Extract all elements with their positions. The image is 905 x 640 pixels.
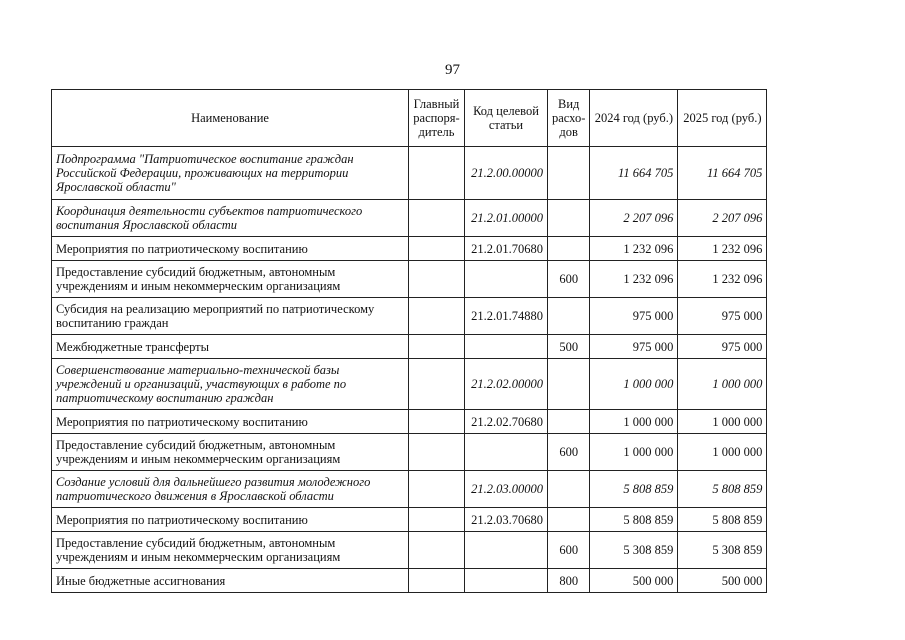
cell-target-code: 21.2.03.70680: [465, 508, 548, 532]
cell-target-code: [465, 335, 548, 359]
cell-amount-2024: 5 308 859: [590, 532, 678, 569]
cell-expense-type: 600: [548, 532, 590, 569]
cell-main-manager: [409, 200, 465, 237]
cell-name: Предоставление субсидий бюджетным, автономным учреждениям и иным некоммерческим организациям: [52, 532, 409, 569]
cell-amount-2024: 1 000 000: [590, 410, 678, 434]
cell-amount-2025: 11 664 705: [678, 147, 767, 200]
cell-amount-2024: 11 664 705: [590, 147, 678, 200]
cell-target-code: 21.2.00.00000: [465, 147, 548, 200]
table-row: [52, 508, 767, 532]
cell-target-code: 21.2.02.70680: [465, 410, 548, 434]
cell-target-code: 21.2.03.00000: [465, 471, 548, 508]
header-year-2025: 2025 год (руб.): [678, 90, 767, 147]
cell-main-manager: [409, 237, 465, 261]
cell-amount-2024: 1 232 096: [590, 237, 678, 261]
table-row: [52, 335, 767, 359]
cell-name: Межбюджетные трансферты: [52, 335, 409, 359]
cell-amount-2024: 2 207 096: [590, 200, 678, 237]
header-target-code: Код целевой статьи: [465, 90, 548, 147]
budget-table: [51, 89, 767, 593]
table-row: [52, 200, 767, 237]
cell-main-manager: [409, 508, 465, 532]
cell-expense-type: 800: [548, 569, 590, 593]
cell-main-manager: [409, 569, 465, 593]
cell-target-code: 21.2.02.00000: [465, 359, 548, 410]
cell-target-code: [465, 569, 548, 593]
cell-expense-type: [548, 508, 590, 532]
cell-expense-type: [548, 471, 590, 508]
cell-expense-type: 600: [548, 434, 590, 471]
cell-target-code: [465, 434, 548, 471]
cell-amount-2025: 5 808 859: [678, 471, 767, 508]
cell-amount-2025: 2 207 096: [678, 200, 767, 237]
cell-main-manager: [409, 410, 465, 434]
cell-target-code: 21.2.01.00000: [465, 200, 548, 237]
cell-amount-2025: 5 808 859: [678, 508, 767, 532]
cell-amount-2024: 500 000: [590, 569, 678, 593]
cell-main-manager: [409, 434, 465, 471]
cell-amount-2024: 5 808 859: [590, 508, 678, 532]
cell-main-manager: [409, 359, 465, 410]
cell-expense-type: [548, 147, 590, 200]
table-row: [52, 410, 767, 434]
table-row: [52, 261, 767, 298]
cell-expense-type: [548, 237, 590, 261]
cell-name: Иные бюджетные ассигнования: [52, 569, 409, 593]
cell-expense-type: [548, 410, 590, 434]
cell-amount-2025: 1 232 096: [678, 237, 767, 261]
table-row: [52, 147, 767, 200]
table-row: [52, 434, 767, 471]
table-body: [52, 147, 767, 593]
cell-amount-2025: 1 000 000: [678, 410, 767, 434]
cell-target-code: 21.2.01.70680: [465, 237, 548, 261]
cell-amount-2024: 975 000: [590, 298, 678, 335]
cell-amount-2024: 975 000: [590, 335, 678, 359]
table-row: [52, 359, 767, 410]
cell-name: Создание условий для дальнейшего развития молодежного патриотического движения в Ярославской области: [52, 471, 409, 508]
cell-name: Предоставление субсидий бюджетным, автономным учреждениям и иным некоммерческим организациям: [52, 261, 409, 298]
cell-amount-2024: 1 232 096: [590, 261, 678, 298]
cell-name: Мероприятия по патриотическому воспитанию: [52, 508, 409, 532]
cell-expense-type: 500: [548, 335, 590, 359]
table-header-row: [52, 90, 767, 147]
cell-name: Предоставление субсидий бюджетным, автономным учреждениям и иным некоммерческим организациям: [52, 434, 409, 471]
header-year-2024: 2024 год (руб.): [590, 90, 678, 147]
cell-expense-type: [548, 200, 590, 237]
cell-expense-type: [548, 298, 590, 335]
cell-main-manager: [409, 471, 465, 508]
cell-expense-type: 600: [548, 261, 590, 298]
cell-main-manager: [409, 261, 465, 298]
header-name: Наименование: [52, 90, 409, 147]
header-expense-type: Вид расхо-дов: [548, 90, 590, 147]
cell-amount-2025: 1 232 096: [678, 261, 767, 298]
cell-amount-2024: 1 000 000: [590, 359, 678, 410]
cell-amount-2025: 975 000: [678, 298, 767, 335]
cell-amount-2024: 5 808 859: [590, 471, 678, 508]
cell-name: Совершенствование материально-технической базы учреждений и организаций, участвующих в работе по патриотическому воспитанию граждан: [52, 359, 409, 410]
table-row: [52, 237, 767, 261]
cell-name: Мероприятия по патриотическому воспитанию: [52, 237, 409, 261]
cell-target-code: 21.2.01.74880: [465, 298, 548, 335]
cell-target-code: [465, 532, 548, 569]
cell-main-manager: [409, 335, 465, 359]
table-row: [52, 298, 767, 335]
header-main-manager: Главный распоря-дитель: [409, 90, 465, 147]
cell-amount-2025: 500 000: [678, 569, 767, 593]
cell-expense-type: [548, 359, 590, 410]
table-row: [52, 569, 767, 593]
cell-target-code: [465, 261, 548, 298]
cell-name: Координация деятельности субъектов патриотического воспитания Ярославской области: [52, 200, 409, 237]
cell-main-manager: [409, 532, 465, 569]
cell-main-manager: [409, 147, 465, 200]
page-number: 97: [445, 62, 460, 78]
cell-name: Мероприятия по патриотическому воспитанию: [52, 410, 409, 434]
cell-amount-2024: 1 000 000: [590, 434, 678, 471]
cell-name: Субсидия на реализацию мероприятий по патриотическому воспитанию граждан: [52, 298, 409, 335]
cell-amount-2025: 975 000: [678, 335, 767, 359]
table-row: [52, 471, 767, 508]
cell-amount-2025: 5 308 859: [678, 532, 767, 569]
table-row: [52, 532, 767, 569]
cell-amount-2025: 1 000 000: [678, 434, 767, 471]
cell-name: Подпрограмма "Патриотическое воспитание граждан Российской Федерации, проживающих на территории Ярославской области": [52, 147, 409, 200]
cell-main-manager: [409, 298, 465, 335]
cell-amount-2025: 1 000 000: [678, 359, 767, 410]
